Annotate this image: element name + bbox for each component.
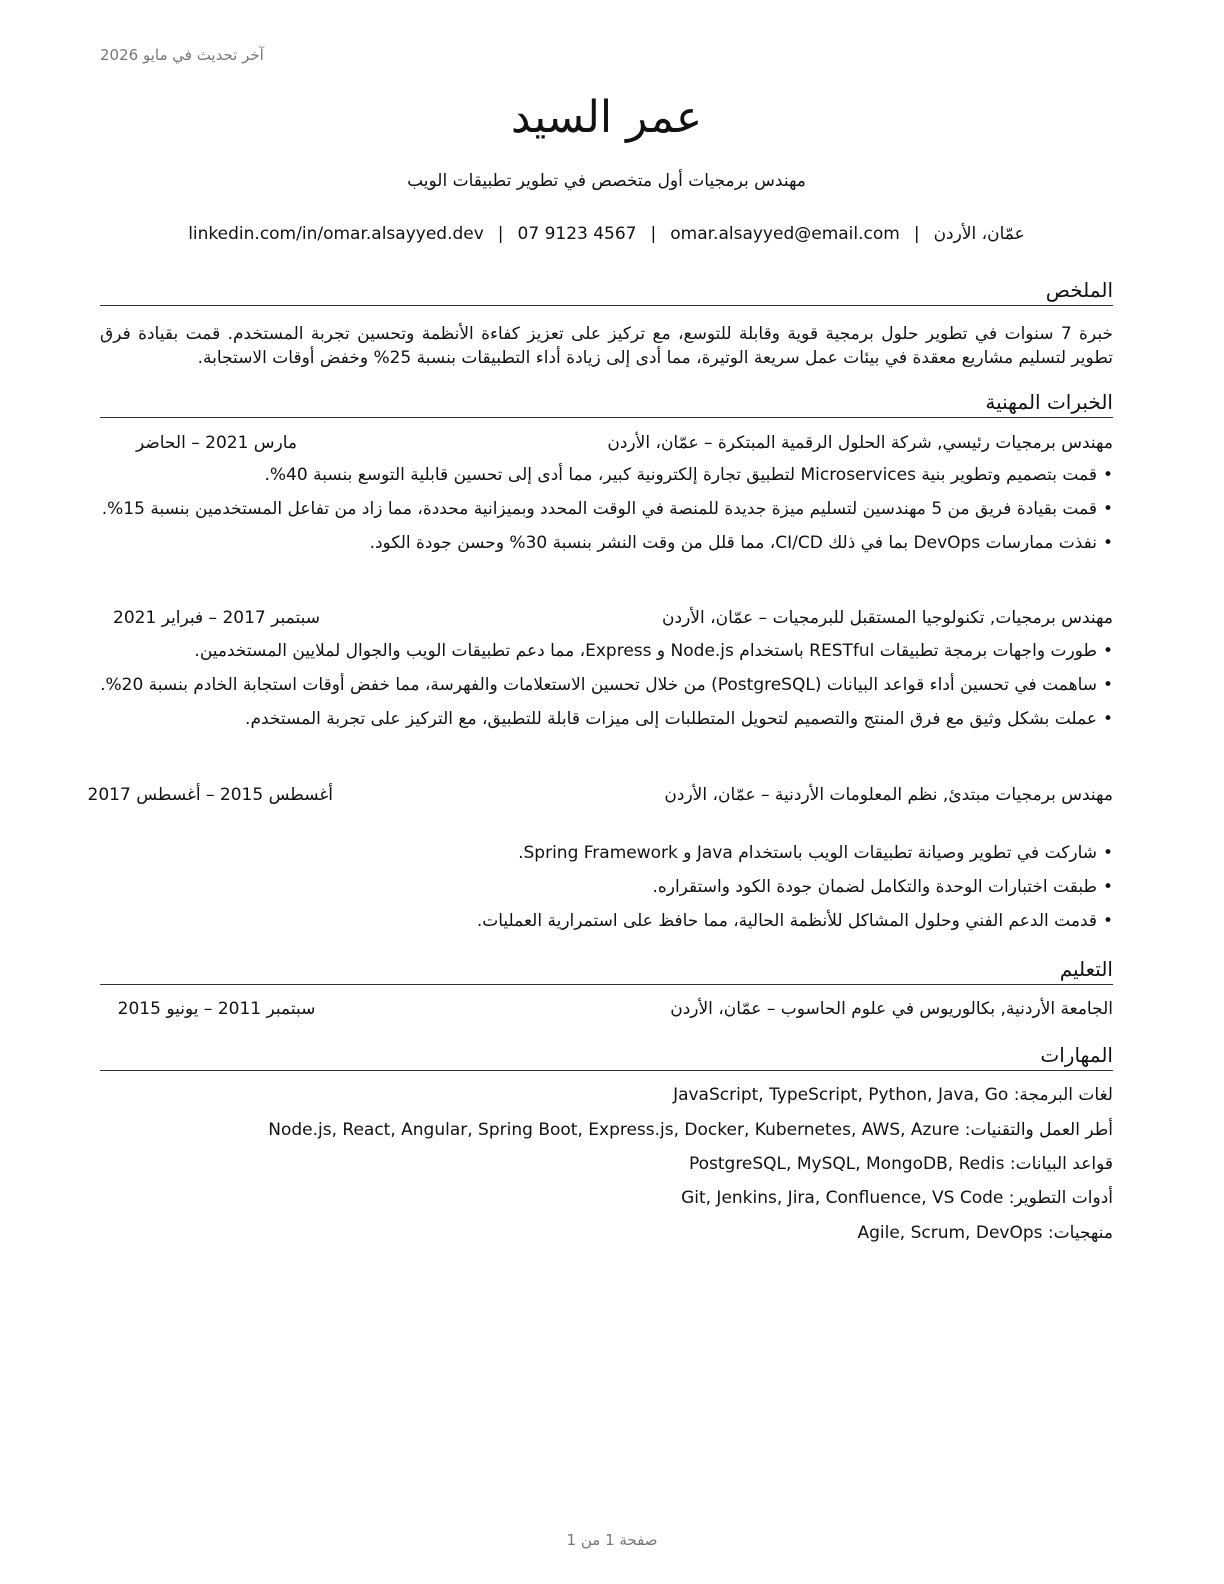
skills-heading: المهارات [100,1042,1113,1071]
last-updated: آخر تحديث في مايو 2026 [100,46,264,64]
resume-page [87,0,1113,1584]
skill-row [268,1120,1113,1140]
job-bullet: • قمت بتصميم وتطوير بنية Microservices لتطبيق تجارة إلكترونية كبير، مما أدى إلى تحسين قابلية التوسع بنسبة 40%. [100,463,1113,487]
skill-value: Git, Jenkins, Jira, Confluence, VS Code [681,1188,1004,1208]
job-dates: سبتمبر 2017 – فبراير 2021 [113,608,320,628]
contact-email[interactable]: omar.alsayyed@email.com [670,224,900,244]
education-title: الجامعة الأردنية, بكالوريوس في علوم الحاسوب – عمّان، الأردن [670,999,1113,1019]
job-title: مهندس برمجيات مبتدئ, نظم المعلومات الأردنية – عمّان، الأردن [664,785,1113,805]
job-bullet: • طورت واجهات برمجة تطبيقات RESTful باستخدام Node.js و Express، مما دعم تطبيقات الويب والجوال لملايين المستخدمين. [100,639,1113,663]
contact-separator: | [913,224,920,244]
contact-separator: | [650,224,657,244]
summary-heading: الملخص [100,277,1113,306]
job-bullet: • ساهمت في تحسين أداء قواعد البيانات (PostgreSQL) من خلال تحسين الاستعلامات والفهرسة، مما خفض أوقات استجابة الخادم بنسبة 20%. [100,673,1113,697]
education-entry [100,999,1113,1023]
skill-value: Agile, Scrum, DevOps [857,1223,1043,1243]
job-bullets [100,841,1113,943]
job-header [87,785,1113,809]
job-title: مهندس برمجيات رئيسي, شركة الحلول الرقمية المبتكرة – عمّان، الأردن [607,433,1113,453]
job-dates: أغسطس 2015 – أغسطس 2017 [87,785,333,805]
skill-value: JavaScript, TypeScript, Python, Java, Go [673,1085,1009,1105]
skill-label: أطر العمل والتقنيات: [964,1120,1113,1140]
job-header [100,433,1113,457]
skill-row [857,1223,1113,1243]
candidate-name: عمر السيد [510,92,703,143]
job-header [100,608,1113,632]
candidate-subtitle: مهندس برمجيات أول متخصص في تطوير تطبيقات الويب [407,171,806,191]
skill-row [673,1085,1113,1105]
contact-line [100,224,1113,244]
summary-text: خبرة 7 سنوات في تطوير حلول برمجية قوية وقابلة للتوسع، مع تركيز على تعزيز كفاءة الأنظمة وتحسين تجربة المستخدم. قمت بقيادة فرق تطوير لتسليم مشاريع معقدة في بيئات عمل سريعة الوتيرة، مما أدى إلى زيادة أداء التطبيقات بنسبة 25% وخفض أوقات الاستجابة. [100,324,1113,368]
job-dates: مارس 2021 – الحاضر [135,433,298,453]
skill-value: Node.js, React, Angular, Spring Boot, Express.js, Docker, Kubernetes, AWS, Azure [268,1120,960,1140]
skill-label: لغات البرمجة: [1013,1085,1113,1105]
education-dates: سبتمبر 2011 – يونيو 2015 [117,999,316,1019]
job-bullet: • عملت بشكل وثيق مع فرق المنتج والتصميم لتحويل المتطلبات إلى ميزات قابلة للتطبيق، مع التركيز على تجربة المستخدم. [100,707,1113,731]
skill-label: منهجيات: [1047,1223,1113,1243]
job-bullet: • شاركت في تطوير وصيانة تطبيقات الويب باستخدام Java و Spring Framework. [100,841,1113,865]
contact-phone[interactable]: 07 9123 4567 [517,224,637,244]
contact-separator: | [497,224,504,244]
contact-location: عمّان، الأردن [933,224,1025,244]
job-bullets [100,463,1113,565]
experience-heading: الخبرات المهنية [100,389,1113,418]
job-title: مهندس برمجيات, تكنولوجيا المستقبل للبرمجيات – عمّان، الأردن [662,608,1113,628]
job-bullet: • طبقت اختبارات الوحدة والتكامل لضمان جودة الكود واستقراره. [100,875,1113,899]
job-bullet: • قدمت الدعم الفني وحلول المشاكل للأنظمة الحالية، مما حافظ على استمرارية العمليات. [100,909,1113,933]
skill-label: قواعد البيانات: [1009,1154,1113,1174]
skill-row [681,1188,1113,1208]
education-heading: التعليم [100,956,1113,985]
job-bullet: • نفذت ممارسات DevOps بما في ذلك CI/CD، مما قلل من وقت النشر بنسبة 30% وحسن جودة الكود. [100,531,1113,555]
skill-row [689,1154,1113,1174]
skill-label: أدوات التطوير: [1008,1188,1113,1208]
contact-linkedin[interactable]: linkedin.com/in/omar.alsayyed.dev [188,224,484,244]
job-bullets [100,639,1113,741]
job-bullet: • قمت بقيادة فريق من 5 مهندسين لتسليم ميزة جديدة للمنصة في الوقت المحدد وبميزانية محددة، مما زاد من تفاعل المستخدمين بنسبة 15%. [100,497,1113,521]
page-number: صفحة 1 من 1 [566,1531,658,1549]
skill-value: PostgreSQL, MySQL, MongoDB, Redis [688,1154,1005,1174]
